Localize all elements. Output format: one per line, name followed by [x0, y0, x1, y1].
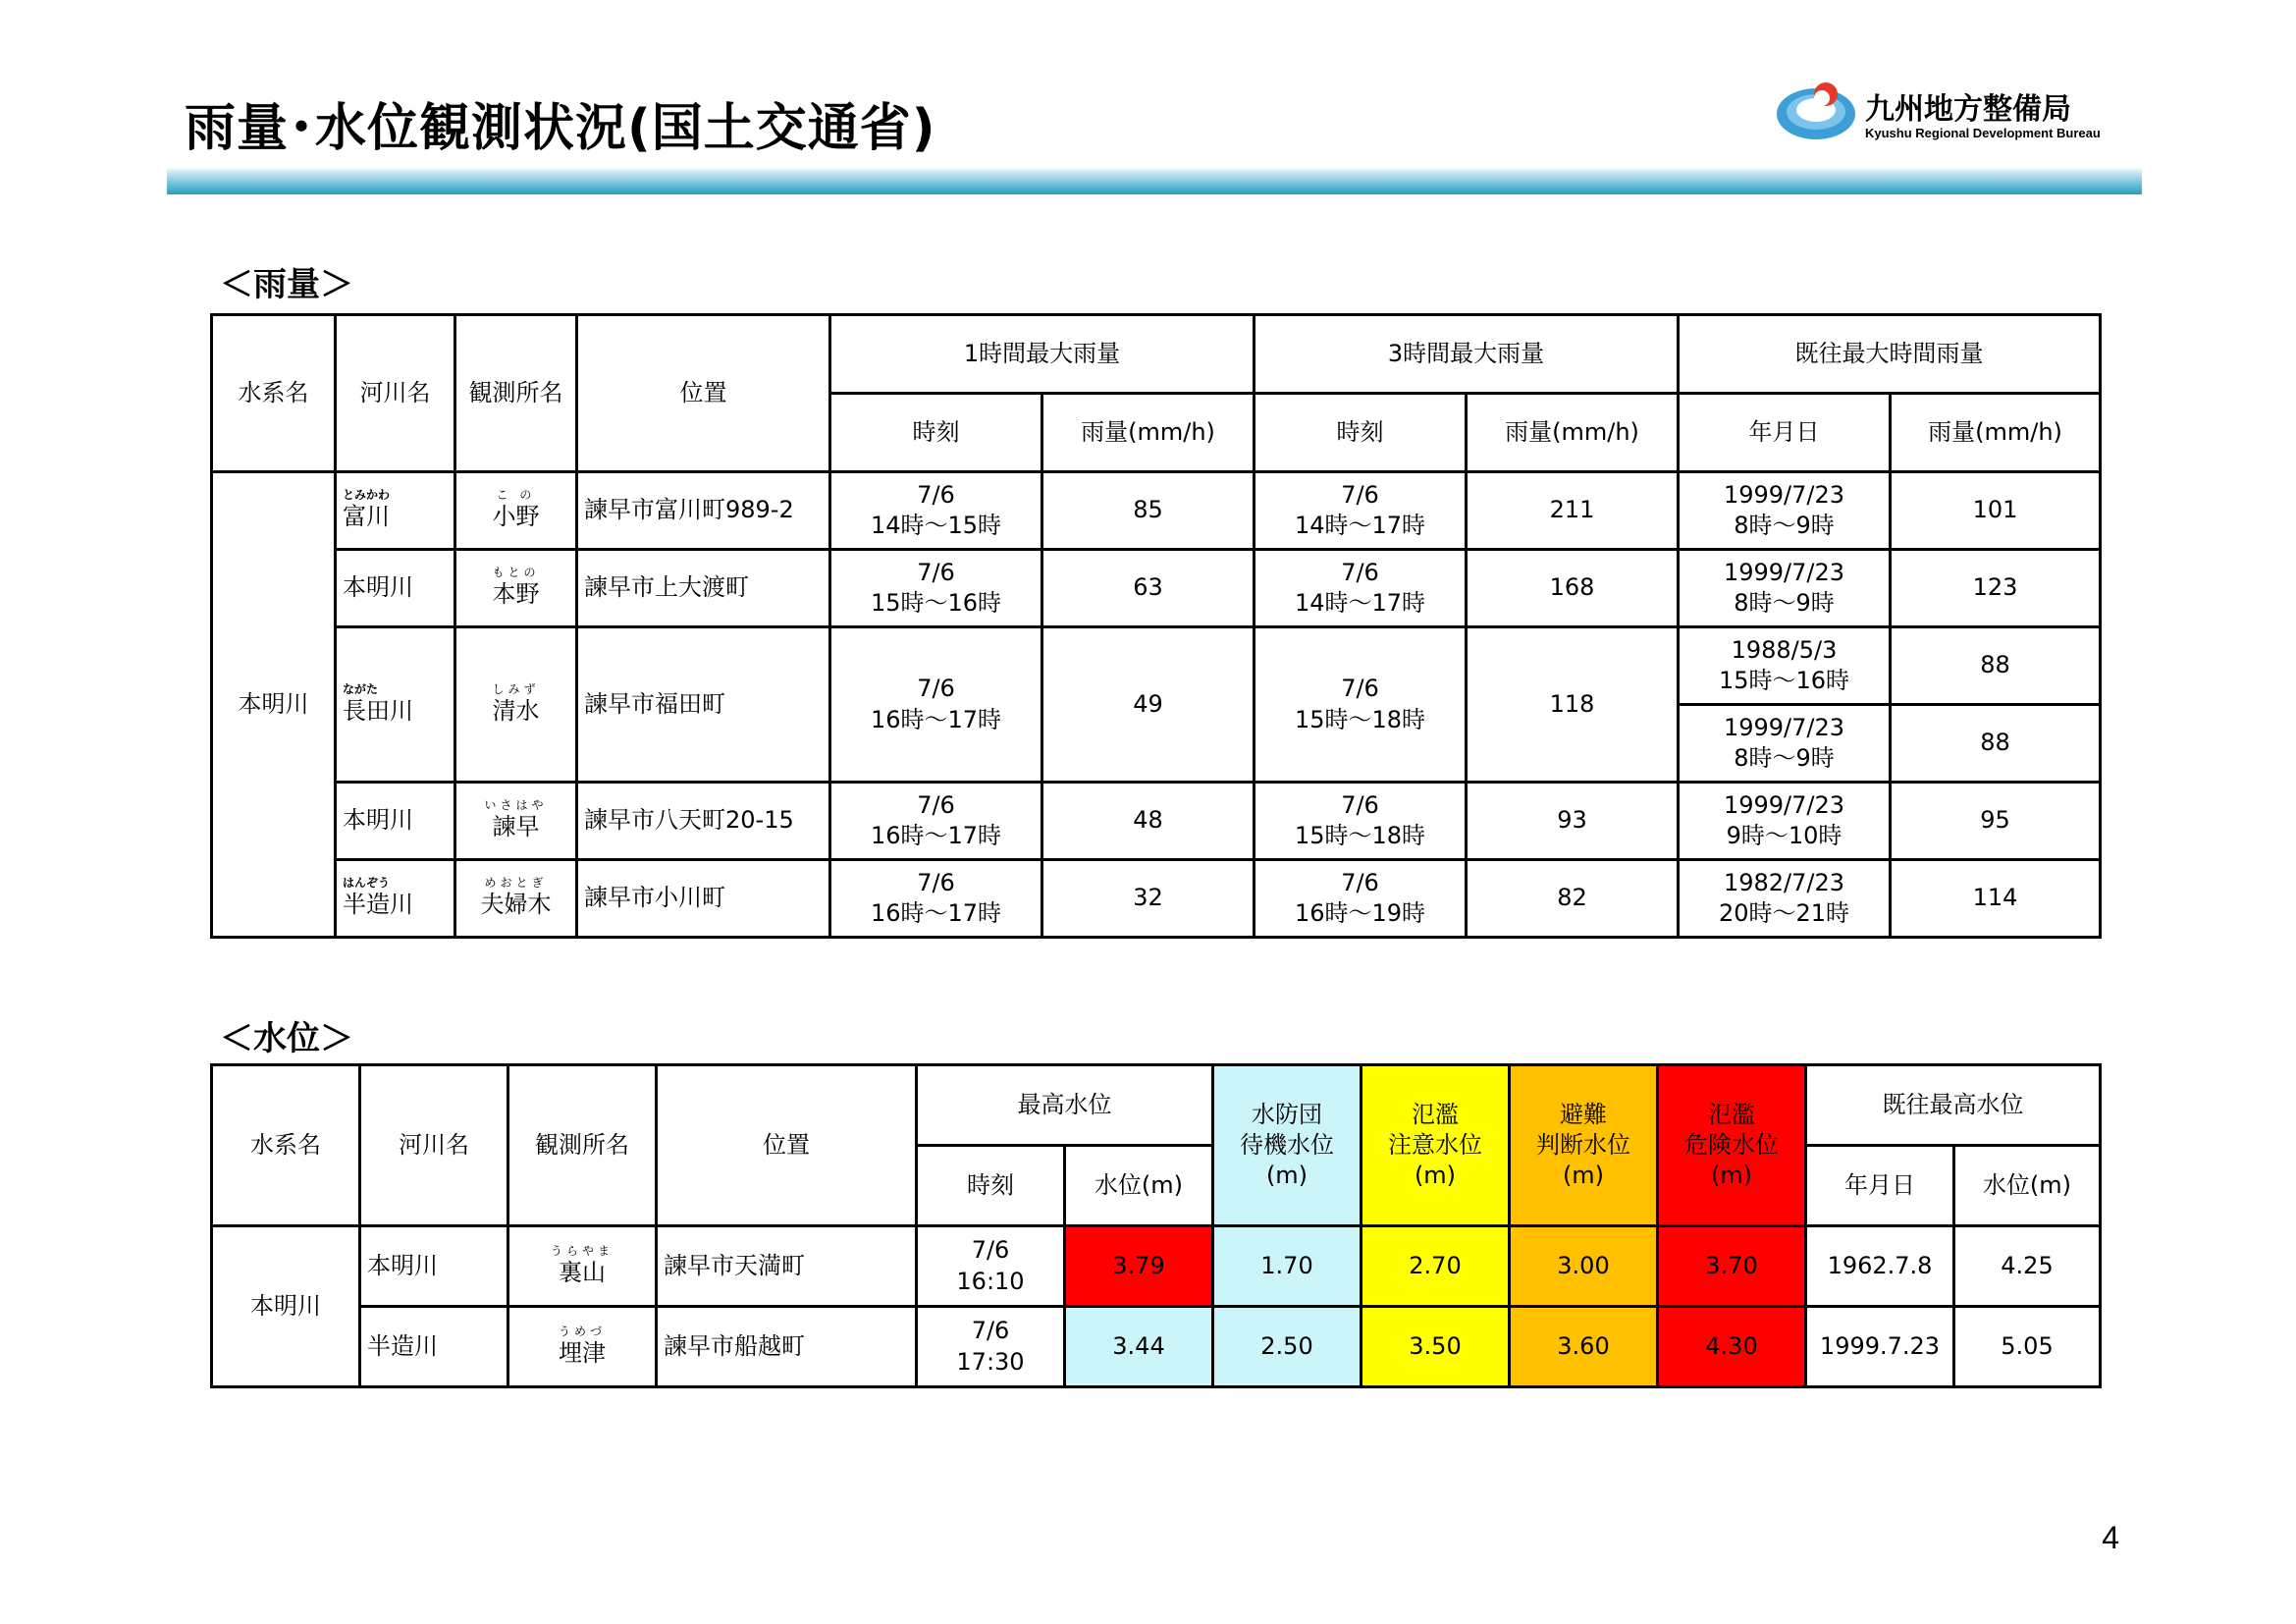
- header-line: 氾濫: [1412, 1100, 1459, 1128]
- max-level-cell: 3.44: [1065, 1307, 1213, 1387]
- rain-1h-cell: 63: [1042, 550, 1255, 627]
- water-system-cell: 本明川: [212, 472, 336, 938]
- time-3h-cell: [1255, 860, 1467, 938]
- time-text: 16時～17時: [870, 899, 1002, 927]
- page-title: 雨量･水位観測状況(国土交通省): [185, 99, 936, 158]
- station-furigana: めおとぎ: [484, 876, 548, 891]
- time-1h-cell: [830, 783, 1042, 860]
- col-header-level: 水位(m): [1954, 1146, 2101, 1226]
- river-name: 長田川: [343, 696, 413, 725]
- station-cell: [508, 1226, 657, 1307]
- time-cell: [917, 1226, 1065, 1307]
- table-row: [212, 472, 2101, 550]
- table-row: [212, 627, 2101, 705]
- station-furigana: もとの: [492, 566, 540, 580]
- header-line: 氾濫: [1708, 1100, 1755, 1128]
- record-date-cell: [1679, 472, 1891, 550]
- date-text: 7/6: [1341, 868, 1379, 896]
- station-name: 本野: [492, 580, 540, 609]
- table-row: [212, 860, 2101, 938]
- station-furigana: しみず: [492, 681, 540, 696]
- unit-text: (m): [1265, 1162, 1308, 1190]
- record-date-cell: [1679, 550, 1891, 627]
- river-furigana: とみかわ: [343, 488, 391, 503]
- header-line: 注意水位: [1388, 1130, 1482, 1159]
- station-cell: [508, 1307, 657, 1387]
- col-header-location: 位置: [657, 1065, 917, 1226]
- rain-3h-cell: 211: [1467, 472, 1679, 550]
- col-header-date: 年月日: [1679, 394, 1891, 472]
- col-header-record: 既往最大時間雨量: [1679, 315, 2101, 394]
- location-cell: 諫早市小川町: [577, 860, 830, 938]
- station-furigana: うらやま: [550, 1243, 614, 1258]
- bureau-logo-icon: [1775, 77, 1859, 147]
- col-header-system: 水系名: [212, 315, 336, 472]
- station-furigana: うめづ: [558, 1324, 606, 1338]
- rainfall-heading: ＜雨量＞: [220, 265, 353, 304]
- water-level-table: [210, 1063, 2102, 1388]
- rain-3h-cell: 93: [1467, 783, 1679, 860]
- date-text: 1988/5/3: [1731, 635, 1838, 664]
- time-text: 16時～17時: [870, 822, 1002, 849]
- date-text: 7/6: [1341, 558, 1379, 586]
- location-cell: 諫早市船越町: [657, 1307, 917, 1387]
- col-header-caution-level: [1362, 1065, 1510, 1226]
- unit-text: (m): [1562, 1162, 1605, 1190]
- river-cell: 半造川: [360, 1307, 508, 1387]
- table-row: [212, 550, 2101, 627]
- station-cell: [455, 550, 577, 627]
- location-cell: 諫早市福田町: [577, 627, 830, 783]
- station-name: 裏山: [559, 1258, 606, 1286]
- col-header-evacuation-level: [1510, 1065, 1658, 1226]
- time-text: 15時～18時: [1294, 822, 1426, 849]
- date-text: 7/6: [1341, 675, 1379, 703]
- date-text: 1982/7/23: [1723, 868, 1845, 896]
- rain-1h-cell: 32: [1042, 860, 1255, 938]
- station-name: 諫早: [492, 813, 540, 841]
- date-text: 1999/7/23: [1723, 480, 1845, 509]
- time-cell: [917, 1307, 1065, 1387]
- record-rain-cell: 88: [1891, 705, 2101, 783]
- station-cell: [455, 783, 577, 860]
- rain-3h-cell: 82: [1467, 860, 1679, 938]
- danger-level-cell: 3.70: [1658, 1226, 1806, 1307]
- org-logo: [1775, 77, 2138, 147]
- date-text: 7/6: [971, 1236, 1010, 1265]
- table-row: [212, 1307, 2101, 1387]
- station-name: 夫婦木: [480, 891, 552, 919]
- col-header-amount: 雨量(mm/h): [1467, 394, 1679, 472]
- time-text: 15時～16時: [1718, 667, 1850, 694]
- evacuation-level-cell: 3.60: [1510, 1307, 1658, 1387]
- river-cell: 本明川: [360, 1226, 508, 1307]
- record-level-cell: 4.25: [1954, 1226, 2101, 1307]
- col-header-danger-level: [1658, 1065, 1806, 1226]
- time-text: 8時～9時: [1734, 744, 1835, 772]
- date-text: 7/6: [971, 1317, 1010, 1345]
- header-divider-band: [167, 167, 2142, 194]
- time-text: 16時～19時: [1294, 899, 1426, 927]
- time-1h-cell: [830, 550, 1042, 627]
- header-line: 避難: [1560, 1100, 1607, 1128]
- record-rain-cell: 95: [1891, 783, 2101, 860]
- evacuation-level-cell: 3.00: [1510, 1226, 1658, 1307]
- rain-1h-cell: 85: [1042, 472, 1255, 550]
- time-3h-cell: [1255, 472, 1467, 550]
- header-line: 危険水位: [1684, 1130, 1779, 1159]
- time-text: 8時～9時: [1734, 512, 1835, 539]
- header-line: 待機水位: [1240, 1130, 1334, 1159]
- col-header-standby-level: [1213, 1065, 1362, 1226]
- station-furigana: いさはや: [484, 798, 548, 813]
- station-cell: [455, 860, 577, 938]
- col-header-system: 水系名: [212, 1065, 360, 1226]
- col-header-river: 河川名: [336, 315, 455, 472]
- date-text: 7/6: [917, 868, 955, 896]
- time-text: 14時～15時: [870, 512, 1002, 539]
- date-text: 1999/7/23: [1723, 790, 1845, 819]
- river-cell: [336, 550, 455, 627]
- col-header-time: 時刻: [917, 1146, 1065, 1226]
- col-header-location: 位置: [577, 315, 830, 472]
- record-date-cell: [1679, 783, 1891, 860]
- time-1h-cell: [830, 627, 1042, 783]
- time-3h-cell: [1255, 627, 1467, 783]
- record-rain-cell: 101: [1891, 472, 2101, 550]
- table-row: [212, 1226, 2101, 1307]
- col-header-amount: 雨量(mm/h): [1042, 394, 1255, 472]
- record-date-cell: 1999.7.23: [1806, 1307, 1954, 1387]
- station-cell: [455, 627, 577, 783]
- rainfall-table: [210, 313, 2102, 939]
- station-furigana: こ の: [496, 488, 536, 503]
- org-name-en: Kyushu Regional Development Bureau: [1865, 126, 2101, 140]
- col-header-station: 観測所名: [455, 315, 577, 472]
- rain-1h-cell: 48: [1042, 783, 1255, 860]
- record-date-cell: [1679, 705, 1891, 783]
- record-date-cell: [1679, 860, 1891, 938]
- col-header-river: 河川名: [360, 1065, 508, 1226]
- col-header-record-level: 既往最高水位: [1806, 1065, 2101, 1146]
- time-text: 14時～17時: [1294, 589, 1426, 617]
- col-header-time: 時刻: [1255, 394, 1467, 472]
- time-text: 17:30: [956, 1347, 1025, 1376]
- standby-level-cell: 1.70: [1213, 1226, 1362, 1307]
- record-rain-cell: 88: [1891, 627, 2101, 705]
- river-name: 半造川: [343, 891, 413, 919]
- time-text: 20時～21時: [1718, 899, 1850, 927]
- location-cell: 諫早市天満町: [657, 1226, 917, 1307]
- date-text: 7/6: [917, 480, 955, 509]
- unit-text: (m): [1710, 1162, 1753, 1190]
- river-name: 富川: [343, 503, 390, 531]
- station-name: 清水: [492, 696, 540, 725]
- max-level-cell: 3.79: [1065, 1226, 1213, 1307]
- river-cell: [336, 472, 455, 550]
- col-header-time: 時刻: [830, 394, 1042, 472]
- river-cell: [336, 783, 455, 860]
- date-text: 7/6: [1341, 480, 1379, 509]
- time-1h-cell: [830, 472, 1042, 550]
- rain-3h-cell: 168: [1467, 550, 1679, 627]
- location-cell: 諫早市八天町20-15: [577, 783, 830, 860]
- col-header-station: 観測所名: [508, 1065, 657, 1226]
- river-name: 本明川: [343, 573, 413, 602]
- header-line: 判断水位: [1536, 1130, 1630, 1159]
- record-rain-cell: 123: [1891, 550, 2101, 627]
- location-cell: 諫早市富川町989-2: [577, 472, 830, 550]
- date-text: 7/6: [917, 675, 955, 703]
- location-cell: 諫早市上大渡町: [577, 550, 830, 627]
- time-text: 9時～10時: [1726, 822, 1842, 849]
- time-3h-cell: [1255, 783, 1467, 860]
- river-cell: [336, 627, 455, 783]
- river-furigana: ながた: [343, 681, 379, 696]
- river-cell: [336, 860, 455, 938]
- record-level-cell: 5.05: [1954, 1307, 2101, 1387]
- header-line: 水防団: [1252, 1100, 1322, 1128]
- caution-level-cell: 3.50: [1362, 1307, 1510, 1387]
- date-text: 1999/7/23: [1723, 558, 1845, 586]
- time-text: 15時～18時: [1294, 705, 1426, 733]
- time-text: 8時～9時: [1734, 589, 1835, 617]
- date-text: 7/6: [917, 790, 955, 819]
- col-header-max3h: 3時間最大雨量: [1255, 315, 1679, 394]
- table-row: [212, 783, 2101, 860]
- unit-text: (m): [1414, 1162, 1457, 1190]
- station-cell: [455, 472, 577, 550]
- time-text: 16:10: [956, 1267, 1025, 1295]
- danger-level-cell: 4.30: [1658, 1307, 1806, 1387]
- river-furigana: はんぞう: [343, 876, 391, 891]
- time-text: 14時～17時: [1294, 512, 1426, 539]
- col-header-date: 年月日: [1806, 1146, 1954, 1226]
- record-rain-cell: 114: [1891, 860, 2101, 938]
- col-header-level: 水位(m): [1065, 1146, 1213, 1226]
- rain-1h-cell: 49: [1042, 627, 1255, 783]
- col-header-max-level: 最高水位: [917, 1065, 1213, 1146]
- water-level-heading: ＜水位＞: [220, 1019, 353, 1058]
- record-date-cell: 1962.7.8: [1806, 1226, 1954, 1307]
- river-name: 本明川: [343, 806, 413, 835]
- time-1h-cell: [830, 860, 1042, 938]
- org-name-jp: 九州地方整備局: [1865, 92, 2071, 127]
- date-text: 1999/7/23: [1723, 713, 1845, 741]
- col-header-amount: 雨量(mm/h): [1891, 394, 2101, 472]
- record-date-cell: [1679, 627, 1891, 705]
- station-name: 埋津: [559, 1338, 606, 1367]
- time-text: 15時～16時: [870, 589, 1002, 617]
- standby-level-cell: 2.50: [1213, 1307, 1362, 1387]
- date-text: 7/6: [917, 558, 955, 586]
- col-header-max1h: 1時間最大雨量: [830, 315, 1255, 394]
- time-text: 16時～17時: [870, 705, 1002, 733]
- caution-level-cell: 2.70: [1362, 1226, 1510, 1307]
- page-number: 4: [2102, 1520, 2119, 1555]
- water-system-cell: 本明川: [212, 1226, 360, 1387]
- rain-3h-cell: 118: [1467, 627, 1679, 783]
- date-text: 7/6: [1341, 790, 1379, 819]
- time-3h-cell: [1255, 550, 1467, 627]
- station-name: 小野: [492, 503, 540, 531]
